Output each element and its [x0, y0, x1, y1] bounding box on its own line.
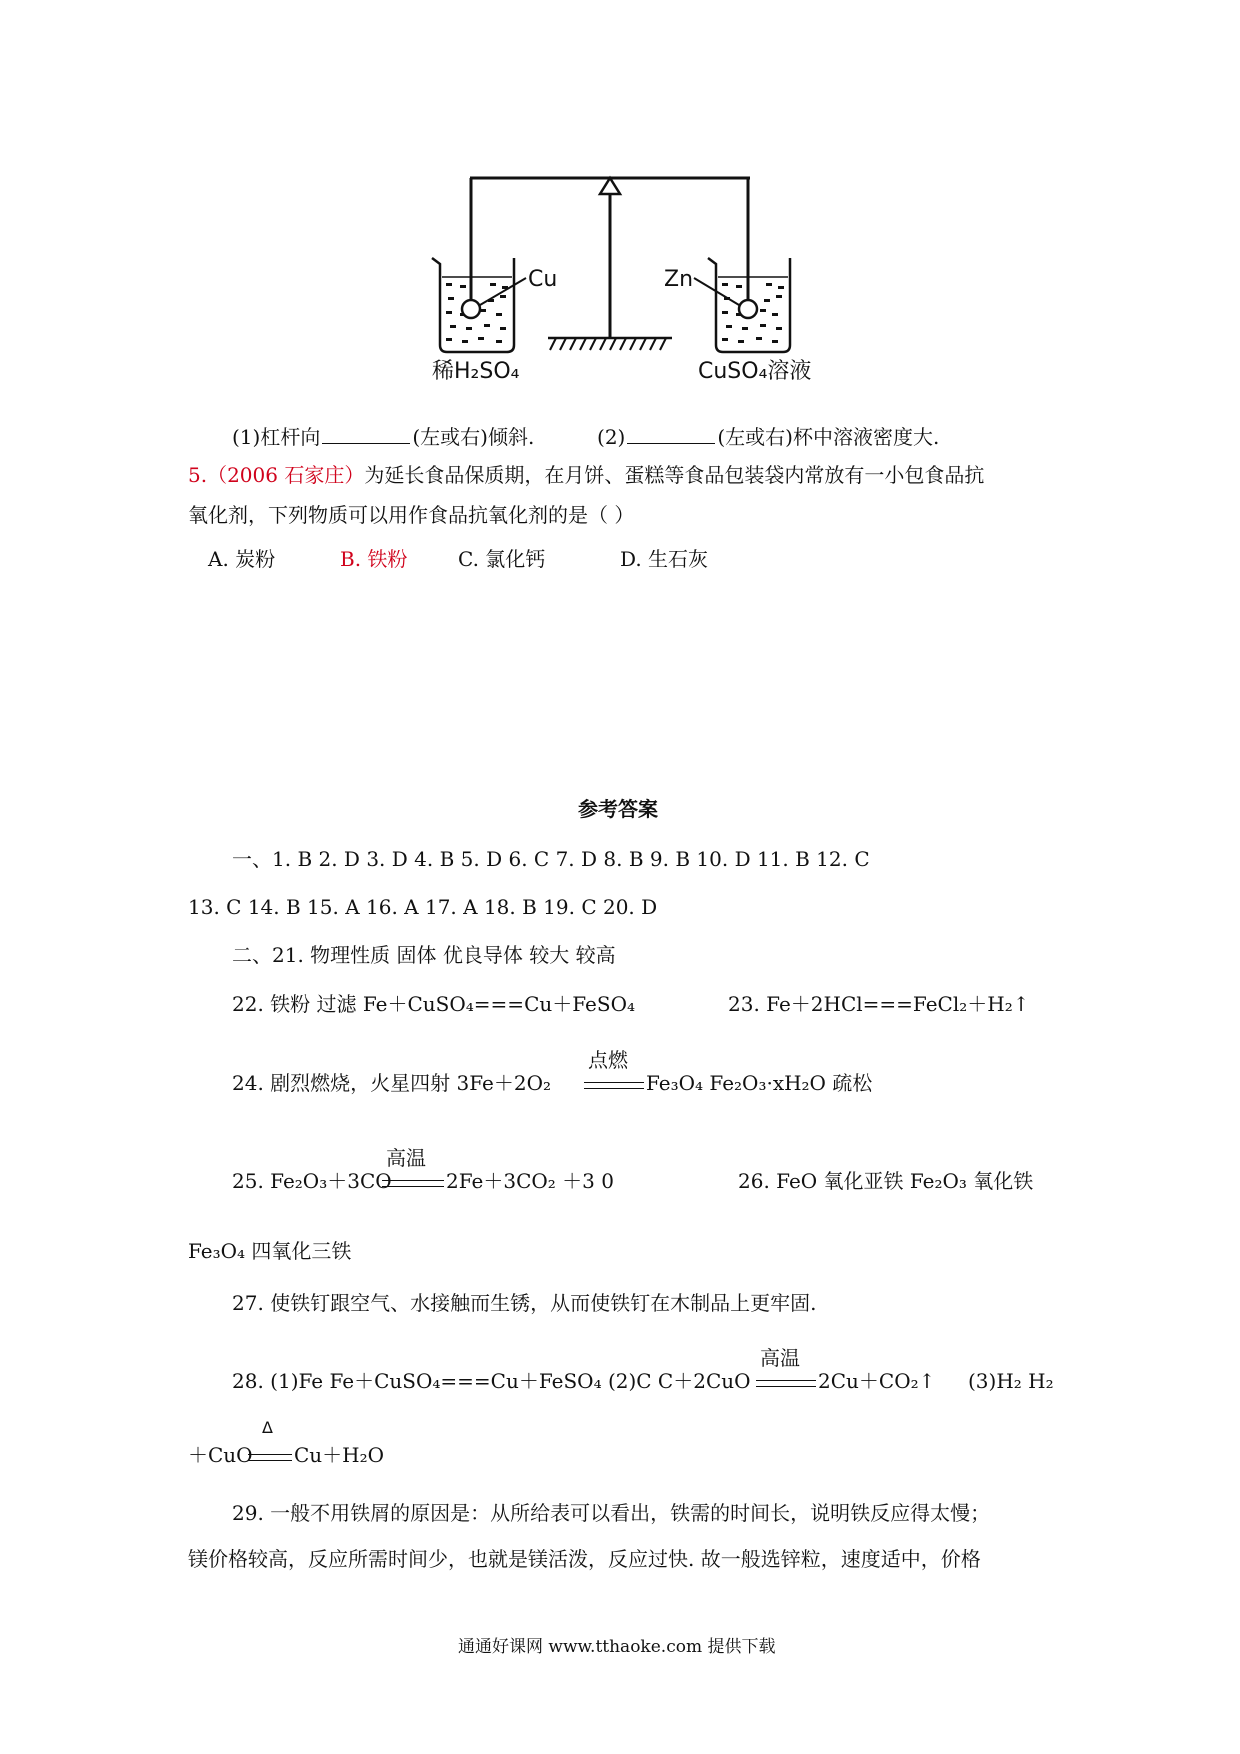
answer-24-equals: [584, 1082, 644, 1089]
q4-part1-suffix: (左或右)倾斜.: [412, 425, 535, 449]
answer-28-before: 28. (1)Fe Fe＋CuSO₄===Cu＋FeSO₄ (2)C C＋2CuO: [232, 1369, 751, 1393]
answer-24-before: 24. 剧烈燃烧，火星四射 3Fe＋2O₂: [232, 1071, 552, 1095]
q5-option-c: C. 氯化钙: [458, 547, 546, 571]
answers-part1-line2: 13. C 14. B 15. A 16. A 17. A 18. B 19. C 20. D: [188, 895, 658, 919]
q4-part1-blank: [322, 425, 410, 444]
answer-24-condition: 点燃: [588, 1048, 628, 1072]
q4-part2-blank: [627, 425, 715, 444]
q5-option-d: D. 生石灰: [620, 547, 709, 571]
label-cu: Cu: [528, 267, 558, 292]
q4-part1-prefix: (1)杠杆向: [232, 425, 321, 449]
answer-28-cont-before: ＋CuO: [188, 1443, 253, 1467]
answer-25-condition: 高温: [386, 1146, 426, 1170]
answer-29-line2: 镁价格较高，反应所需时间少，也就是镁活泼，反应过快. 故一般选锌粒，速度适中，价格: [188, 1547, 981, 1571]
answers-title: 参考答案: [578, 797, 658, 821]
label-right-solution: CuSO₄溶液: [698, 359, 812, 384]
q4-part2-suffix: (左或右)杯中溶液密度大.: [717, 425, 940, 449]
answer-29-line1: 29. 一般不用铁屑的原因是：从所给表可以看出，铁需的时间长，说明铁反应得太慢；: [232, 1501, 991, 1525]
cu-ball: [462, 300, 480, 318]
answer-28-equals: [756, 1380, 816, 1387]
answer-22: 22. 铁粉 过滤 Fe＋CuSO₄===Cu＋FeSO₄: [232, 992, 635, 1016]
ground-hatch: [550, 338, 666, 350]
answer-28-condition: 高温: [760, 1346, 800, 1370]
answer-25-after: 2Fe＋3CO₂ ＋3 0: [446, 1169, 614, 1193]
q5-option-b: B. 铁粉: [340, 547, 408, 571]
answer-28-cont-condition: Δ: [262, 1418, 273, 1437]
answer-28-part3: (3)H₂ H₂: [968, 1369, 1054, 1393]
q5-option-a: A. 炭粉: [208, 547, 276, 571]
fulcrum-triangle: [600, 178, 620, 194]
answer-27: 27. 使铁钉跟空气、水接触而生锈，从而使铁钉在木制品上更牢固.: [232, 1291, 817, 1315]
answer-21: 二、21. 物理性质 固体 优良导体 较大 较高: [232, 943, 616, 967]
answer-24-after: Fe₃O₄ Fe₂O₃·xH₂O 疏松: [646, 1071, 873, 1095]
answer-28-after: 2Cu＋CO₂↑: [818, 1369, 936, 1393]
answer-28-cont-equals: [248, 1454, 292, 1461]
q5-number-source: 5.（2006 石家庄）: [188, 463, 365, 487]
answer-28-cont-after: Cu＋H₂O: [294, 1443, 385, 1467]
q5-stem-text: 为延长食品保质期，在月饼、蛋糕等食品包装袋内常放有一小包食品抗: [364, 463, 985, 487]
zn-ball: [739, 300, 757, 318]
answer-25-equals: [382, 1180, 444, 1187]
answer-23: 23. Fe＋2HCl===FeCl₂＋H₂↑: [728, 992, 1030, 1016]
cu-pointer: [480, 278, 526, 305]
q4-subquestions: [232, 424, 939, 450]
answers-part1-line1: 一、1. B 2. D 3. D 4. B 5. D 6. C 7. D 8. B 9. B 10. D 11. B 12. C: [232, 847, 870, 871]
answer-26-cont: Fe₃O₄ 四氧化三铁: [188, 1239, 352, 1263]
label-zn: Zn: [664, 267, 694, 292]
page-footer: 通通好课网 www.tthaoke.com 提供下载: [458, 1637, 776, 1657]
q5-stem-line1: [188, 462, 984, 488]
q5-stem-line2: 氧化剂，下列物质可以用作食品抗氧化剂的是（ ）: [188, 503, 635, 527]
answer-25-before: 25. Fe₂O₃＋3CO: [232, 1169, 392, 1193]
q4-part2-prefix: (2): [597, 425, 626, 449]
answer-26: 26. FeO 氧化亚铁 Fe₂O₃ 氧化铁: [738, 1169, 1034, 1193]
lever-beaker-diagram: [0, 0, 1240, 420]
label-left-solution: 稀H₂SO₄: [432, 359, 520, 384]
